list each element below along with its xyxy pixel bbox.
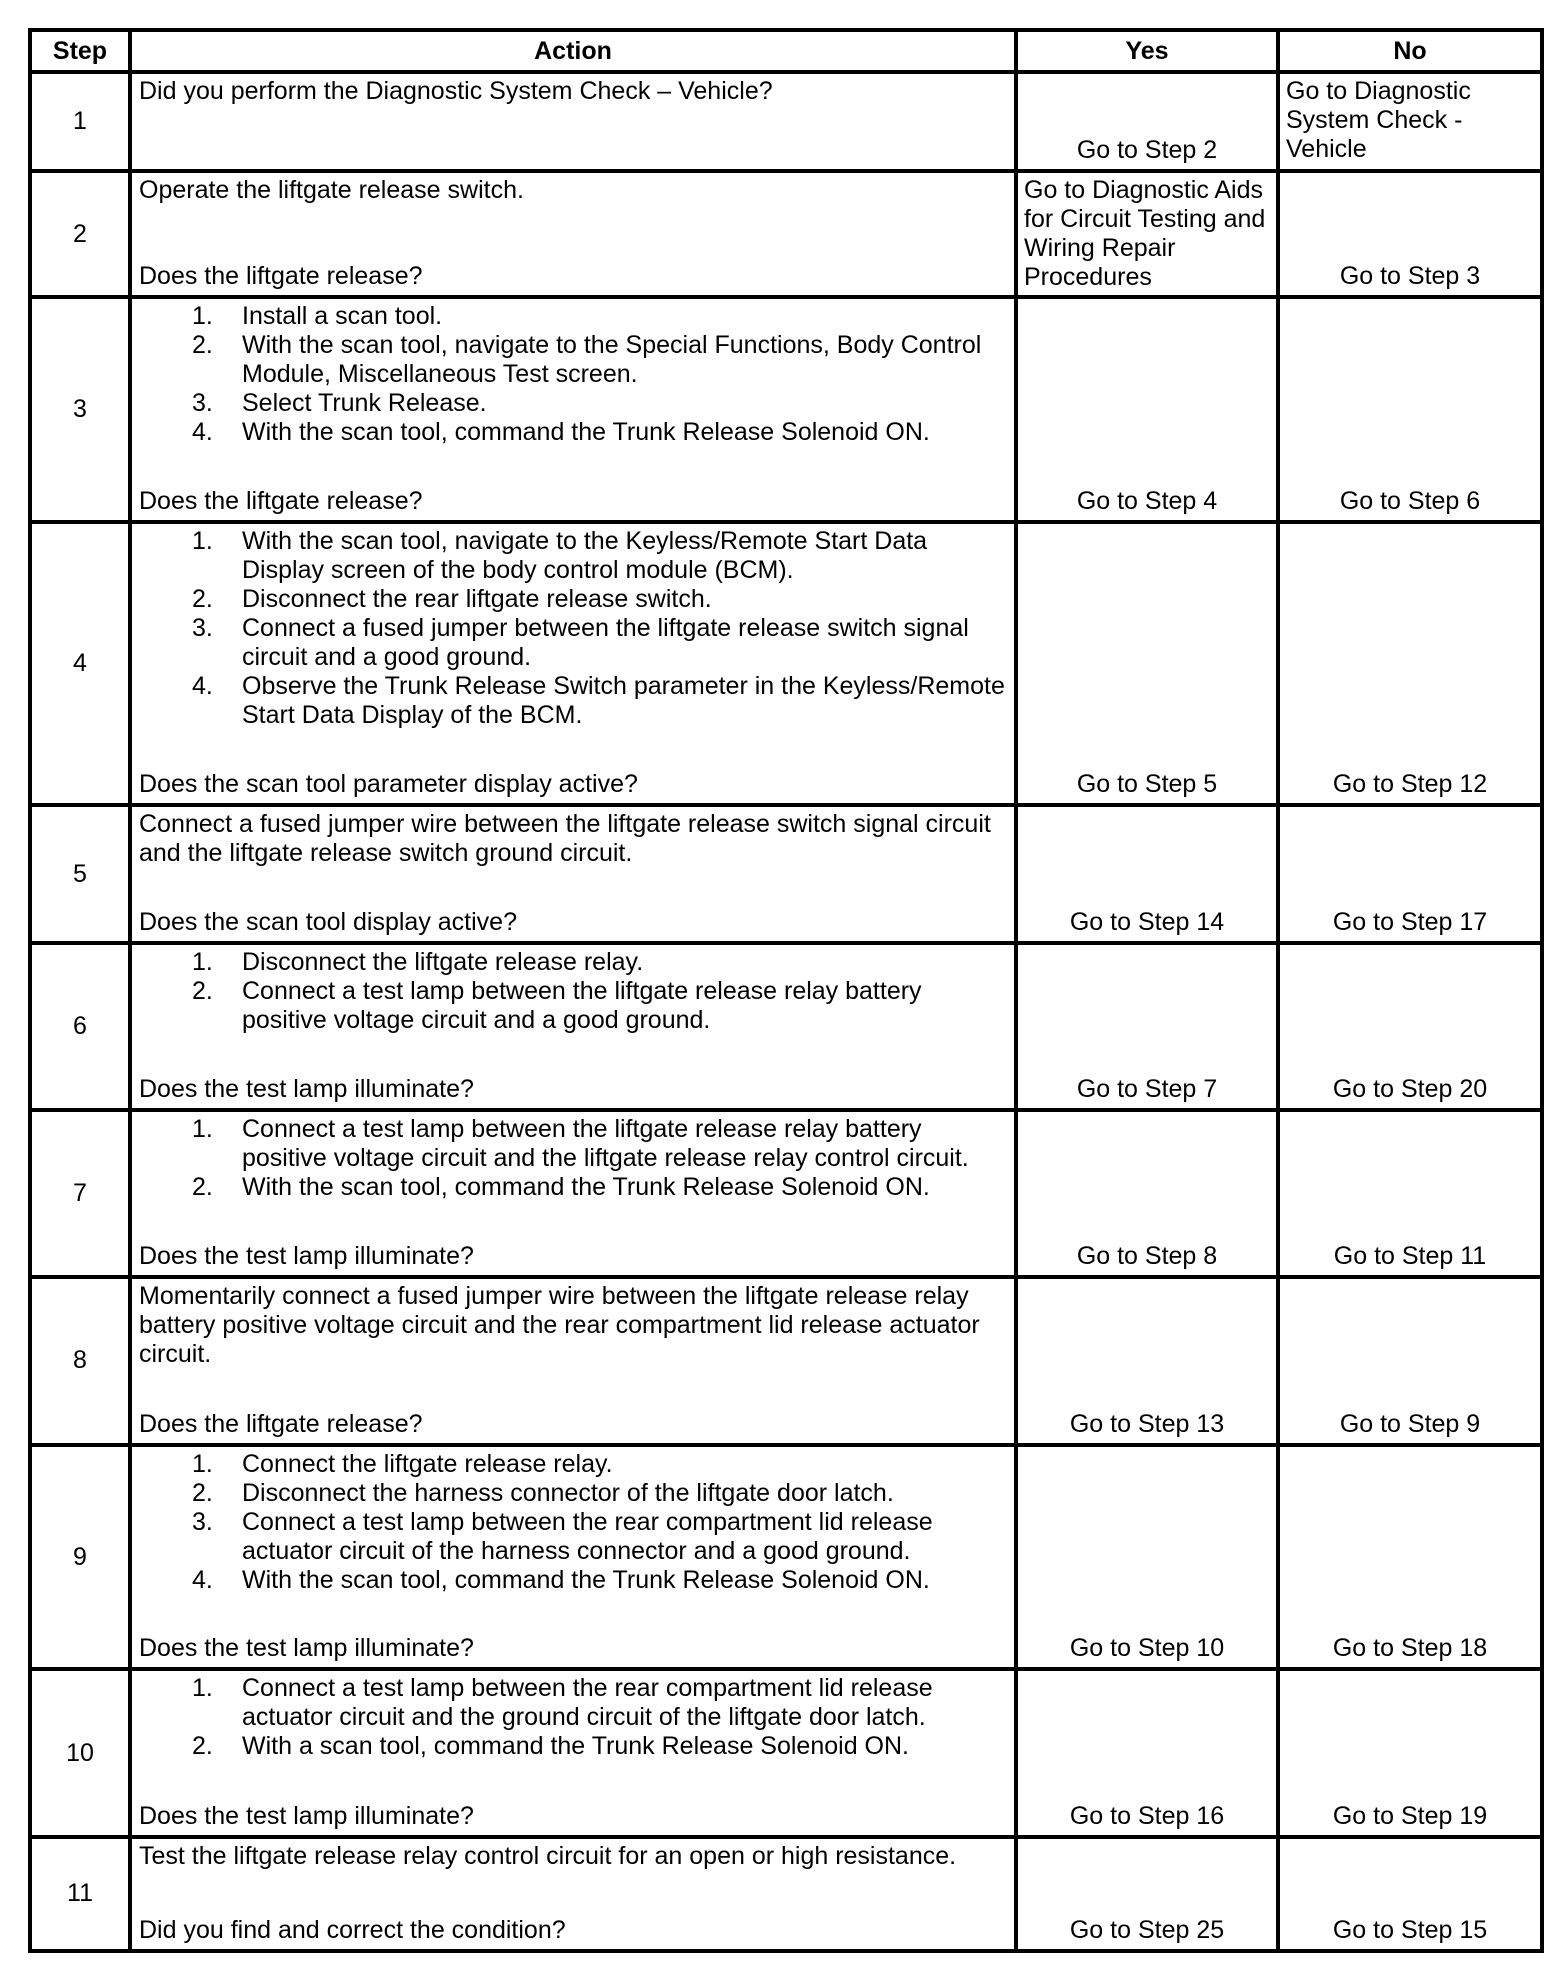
table-row [30,1110,1542,1277]
action-question: Does the liftgate release? [139,487,423,516]
no-result-link[interactable]: Go to Step 11 [1333,1241,1487,1270]
action-question: Does the liftgate release? [139,262,423,291]
substep-item: 3. Select Trunk Release. [192,389,1006,418]
no-result-link[interactable]: Go to Step 20 [1332,1074,1488,1103]
action-instruction: Did you perform the Diagnostic System Check – Vehicle? [139,77,773,105]
yes-result-link[interactable]: Go to Step 25 [1069,1916,1225,1944]
yes-result-link[interactable]: Go to Step 10 [1069,1634,1225,1663]
yes-cell [1016,1277,1278,1446]
action-cell [130,1669,1016,1837]
table-row [30,297,1542,522]
action-question: Does the test lamp illuminate? [139,1634,474,1663]
no-cell [1278,297,1542,522]
yes-cell [1016,1669,1278,1837]
substep-item: 2. Connect a test lamp between the liftgate release relay battery positive voltage circuit and a good ground. [192,977,1006,1035]
substep-item: 1. Disconnect the liftgate release relay. [192,948,1006,977]
table-row [30,943,1542,1110]
step-number: 9 [30,1445,130,1669]
substep-list [139,527,1006,730]
action-question: Does the scan tool display active? [139,908,517,937]
table-row [30,1669,1542,1837]
no-result-link[interactable]: Go to Step 3 [1339,262,1481,291]
yes-cell [1016,1445,1278,1669]
action-question: Does the test lamp illuminate? [139,1241,474,1270]
action-cell [130,943,1016,1110]
yes-result-link[interactable]: Go to Step 14 [1069,908,1225,937]
table-row [30,171,1542,297]
substep-item: 1. Connect a test lamp between the liftgate release relay battery positive voltage circuit and the liftgate release relay control circuit. [192,1115,1006,1173]
header-step: Step [30,30,130,72]
step-number: 11 [30,1837,130,1951]
no-result-link[interactable]: Go to Step 19 [1332,1801,1488,1830]
substep-item: 2. With a scan tool, command the Trunk Release Solenoid ON. [192,1732,1006,1761]
yes-result-link[interactable]: Go to Step 5 [1076,770,1218,798]
step-number: 6 [30,943,130,1110]
no-cell [1278,72,1542,171]
substep-list [139,302,1006,447]
substep-list [139,1674,1006,1761]
header-yes: Yes [1016,30,1278,72]
header-row [30,30,1542,72]
substep-item: 3. Connect a test lamp between the rear compartment lid release actuator circuit of the harness connector and a good ground. [192,1508,1006,1566]
no-cell [1278,805,1542,943]
yes-cell [1016,522,1278,805]
yes-result-link[interactable]: Go to Step 8 [1076,1241,1218,1270]
no-result-link[interactable]: Go to Step 9 [1339,1410,1481,1439]
action-cell [130,171,1016,297]
yes-cell [1016,1837,1278,1951]
no-cell [1278,1445,1542,1669]
yes-result-link[interactable]: Go to Diagnostic Aids for Circuit Testing and Wiring Repair Procedures [1024,175,1266,291]
action-question: Does the test lamp illuminate? [139,1074,474,1103]
substep-item: 4. Observe the Trunk Release Switch parameter in the Keyless/Remote Start Data Display of the BCM. [192,672,1006,730]
substep-item: 3. Connect a fused jumper between the liftgate release switch signal circuit and a good ground. [192,614,1006,672]
yes-cell [1016,72,1278,171]
yes-cell [1016,943,1278,1110]
step-number: 8 [30,1277,130,1446]
substep-item: 4. With the scan tool, command the Trunk Release Solenoid ON. [192,418,1006,447]
table-row [30,1837,1542,1951]
action-cell [130,1277,1016,1446]
table-row [30,1445,1542,1669]
action-question: Does the scan tool parameter display active? [139,770,638,798]
no-result-link[interactable]: Go to Step 12 [1332,770,1488,798]
yes-result-link[interactable]: Go to Step 16 [1069,1801,1225,1830]
yes-result-link[interactable]: Go to Step 2 [1076,135,1218,164]
action-cell [130,1445,1016,1669]
action-instruction: Momentarily connect a fused jumper wire between the liftgate release relay battery positive voltage circuit and the rear compartment lid release actuator circuit. [139,1281,980,1368]
substep-item: 1. Install a scan tool. [192,302,1006,331]
step-number: 7 [30,1110,130,1277]
step-number: 5 [30,805,130,943]
substep-item: 2. Disconnect the harness connector of the liftgate door latch. [192,1479,1006,1508]
header-action: Action [130,30,1016,72]
substep-list [139,1450,1006,1595]
action-cell [130,1837,1016,1951]
no-cell [1278,1110,1542,1277]
diagnostic-table [28,28,1544,1953]
action-instruction: Operate the liftgate release switch. [139,175,524,204]
yes-cell [1016,171,1278,297]
substep-item: 1. With the scan tool, navigate to the Keyless/Remote Start Data Display screen of the body control module (BCM). [192,527,1006,585]
no-result-link[interactable]: Go to Step 17 [1332,908,1488,937]
action-cell [130,297,1016,522]
no-cell [1278,1277,1542,1446]
substep-item: 4. With the scan tool, command the Trunk Release Solenoid ON. [192,1566,1006,1595]
step-number: 1 [30,72,130,171]
no-cell [1278,1837,1542,1951]
step-number: 10 [30,1669,130,1837]
table-row [30,1277,1542,1446]
yes-cell [1016,805,1278,943]
header-no: No [1278,30,1542,72]
no-cell [1278,943,1542,1110]
step-number: 4 [30,522,130,805]
step-number: 2 [30,171,130,297]
no-result-link[interactable]: Go to Step 15 [1332,1916,1488,1944]
substep-list [139,1115,1006,1202]
no-cell [1278,171,1542,297]
no-result-link[interactable]: Go to Diagnostic System Check - Vehicle [1286,77,1471,163]
table-row [30,522,1542,805]
substep-item: 2. Disconnect the rear liftgate release switch. [192,585,1006,614]
action-instruction: Test the liftgate release relay control circuit for an open or high resistance. [139,1841,957,1870]
substep-list [139,948,1006,1035]
step-number: 3 [30,297,130,522]
action-cell [130,1110,1016,1277]
yes-result-link[interactable]: Go to Step 7 [1076,1074,1218,1103]
substep-item: 1. Connect a test lamp between the rear compartment lid release actuator circuit and the ground circuit of the liftgate door latch. [192,1674,1006,1732]
action-instruction: Connect a fused jumper wire between the liftgate release switch signal circuit and the liftgate release switch ground circuit. [139,810,991,867]
no-result-link[interactable]: Go to Step 18 [1332,1634,1488,1663]
yes-cell [1016,297,1278,522]
substep-item: 2. With the scan tool, navigate to the Special Functions, Body Control Module, Miscellaneous Test screen. [192,331,1006,389]
action-question: Does the liftgate release? [139,1410,423,1439]
no-cell [1278,1669,1542,1837]
substep-item: 1. Connect the liftgate release relay. [192,1450,1006,1479]
action-cell [130,805,1016,943]
action-cell [130,72,1016,171]
table-row [30,72,1542,171]
yes-result-link[interactable]: Go to Step 13 [1069,1410,1225,1439]
no-result-link[interactable]: Go to Step 6 [1339,487,1481,516]
substep-item: 2. With the scan tool, command the Trunk Release Solenoid ON. [192,1173,1006,1202]
action-question: Does the test lamp illuminate? [139,1801,474,1830]
table-row [30,805,1542,943]
action-question: Did you find and correct the condition? [139,1916,566,1944]
no-cell [1278,522,1542,805]
yes-result-link[interactable]: Go to Step 4 [1076,487,1218,516]
action-cell [130,522,1016,805]
yes-cell [1016,1110,1278,1277]
